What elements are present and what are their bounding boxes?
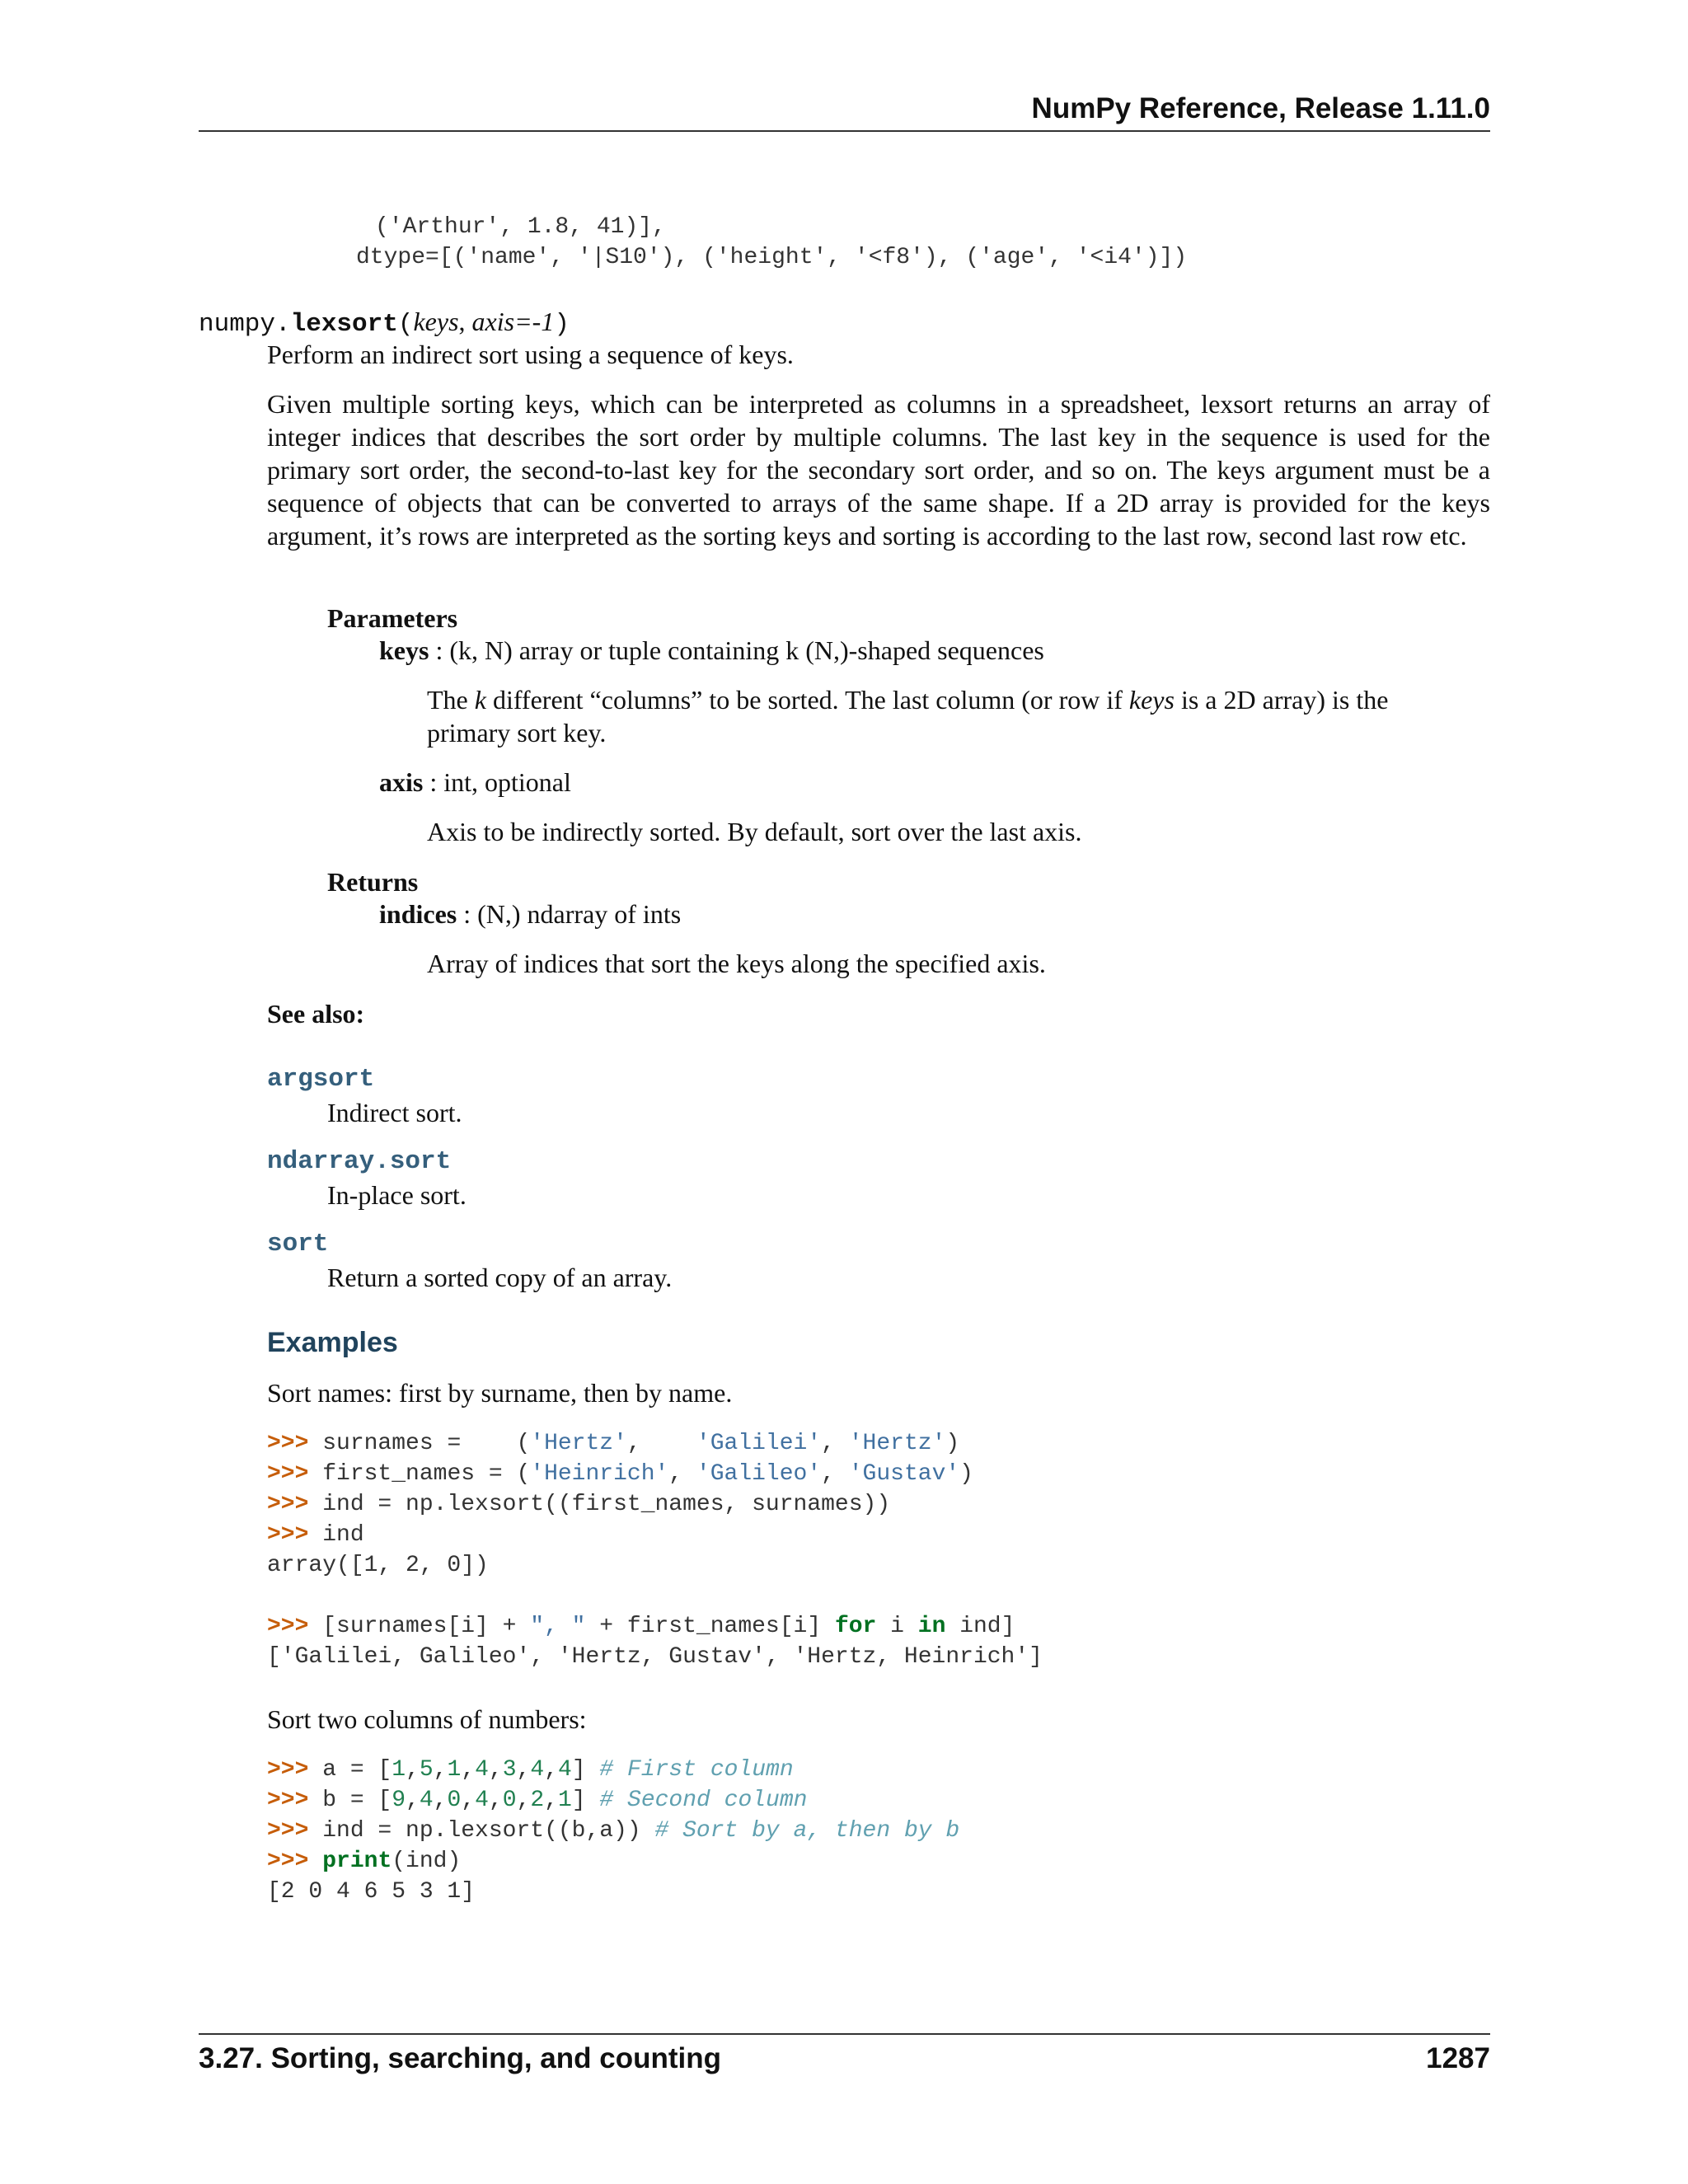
param-keys: [379, 634, 1044, 667]
signature-module: numpy.: [199, 310, 291, 339]
code-line: >>> surnames = ('Hertz', 'Galilei', 'Hertz'): [267, 1431, 960, 1456]
param-keys-type: : (k, N) array or tuple containing k (N,)-shaped sequences: [429, 635, 1044, 665]
see-also-heading: See also:: [267, 999, 365, 1029]
parameters-heading: Parameters: [327, 603, 458, 633]
signature-sep: ,: [458, 307, 472, 336]
footer-section-title: 3.27. Sorting, searching, and counting: [199, 2042, 721, 2074]
code-output: [2 0 4 6 5 3 1]: [267, 1879, 476, 1905]
return-indices-name: indices: [379, 899, 457, 929]
param-axis-name: axis: [379, 767, 424, 797]
param-axis-description: Axis to be indirectly sorted. By default, sort over the last axis.: [427, 817, 1082, 846]
function-signature: [199, 305, 570, 341]
code-line: dtype=[('name', '|S10'), ('height', '<f8'), ('age', '<i4')]): [356, 245, 1188, 270]
examples-heading: Examples: [267, 1327, 398, 1358]
see-also-desc: In-place sort.: [327, 1180, 467, 1210]
code-output: ['Galilei, Galileo', 'Hertz, Gustav', 'Hertz, Heinrich']: [267, 1644, 1043, 1670]
see-also-link-sort[interactable]: sort: [267, 1230, 329, 1258]
param-keys-desc-part: The: [427, 685, 475, 715]
examples-intro-1: Sort names: first by surname, then by name.: [267, 1378, 733, 1408]
summary-text: Perform an indirect sort using a sequence of keys.: [267, 340, 794, 369]
code-line: >>> b = [9,4,0,4,0,2,1] # Second column: [267, 1788, 808, 1813]
return-indices-type: : (N,) ndarray of ints: [457, 899, 682, 929]
code-line: >>> first_names = ('Heinrich', 'Galileo', 'Gustav'): [267, 1461, 973, 1487]
footer-page-number: 1287: [1426, 2042, 1490, 2074]
code-line: >>> [surnames[i] + ", " + first_names[i] for i in ind]: [267, 1614, 1015, 1639]
code-line: >>> ind = np.lexsort((first_names, surnames)): [267, 1492, 891, 1517]
code-output: array([1, 2, 0]): [267, 1553, 489, 1578]
param-axis-type: : int, optional: [423, 767, 571, 797]
code-line: ('Arthur', 1.8, 41)],: [375, 214, 666, 240]
signature-close-paren: ): [554, 310, 570, 339]
param-keys-desc-keys: keys: [1128, 685, 1175, 715]
see-also-desc: Indirect sort.: [327, 1098, 462, 1127]
header-rule: [199, 130, 1490, 132]
signature-arg-keys: keys: [413, 307, 459, 336]
code-line: >>> a = [1,5,1,4,3,4,4] # First column: [267, 1757, 794, 1783]
return-indices-description: Array of indices that sort the keys along the specified axis.: [427, 949, 1046, 978]
see-also-desc: Return a sorted copy of an array.: [327, 1263, 673, 1292]
footer-rule: [199, 2033, 1490, 2035]
param-keys-desc-k: k: [474, 685, 486, 715]
signature-open-paren: (: [397, 310, 414, 339]
param-keys-name: keys: [379, 635, 429, 665]
returns-heading: Returns: [327, 867, 419, 897]
code-line: >>> ind: [267, 1522, 364, 1548]
description-paragraph: Given multiple sorting keys, which can be interpreted as columns in a spreadsheet, lexsort returns an array of integer indices that describes the sort order by multiple columns. The last key in the sequence is used for the primary sort order, the second-to-last key for the secondary sort order, and so on. The keys argument must be a sequence of objects that can be converted to arrays of the same shape. If a 2D array is provided for the keys argument, it’s rows are interpreted as the sorting keys and sorting is according to the last row, second last row etc.: [267, 389, 1490, 551]
param-keys-description: [427, 683, 1400, 749]
code-line: >>> ind = np.lexsort((b,a)) # Sort by a, then by b: [267, 1818, 960, 1844]
param-keys-desc-part: is a 2D array) is the primary sort key.: [427, 685, 1389, 748]
return-indices: [379, 898, 681, 930]
signature-function-name: lexsort: [290, 310, 398, 339]
see-also-link-ndarray-sort[interactable]: ndarray.sort: [267, 1147, 452, 1176]
see-also-link-argsort[interactable]: argsort: [267, 1065, 375, 1094]
page-header-title: NumPy Reference, Release 1.11.0: [1031, 92, 1490, 124]
signature-arg-axis: axis=-1: [471, 307, 555, 336]
param-keys-desc-part: different “columns” to be sorted. The last column (or row if: [485, 685, 1129, 715]
code-line: >>> print(ind): [267, 1849, 462, 1874]
param-axis: [379, 766, 571, 799]
examples-intro-2: Sort two columns of numbers:: [267, 1704, 587, 1734]
